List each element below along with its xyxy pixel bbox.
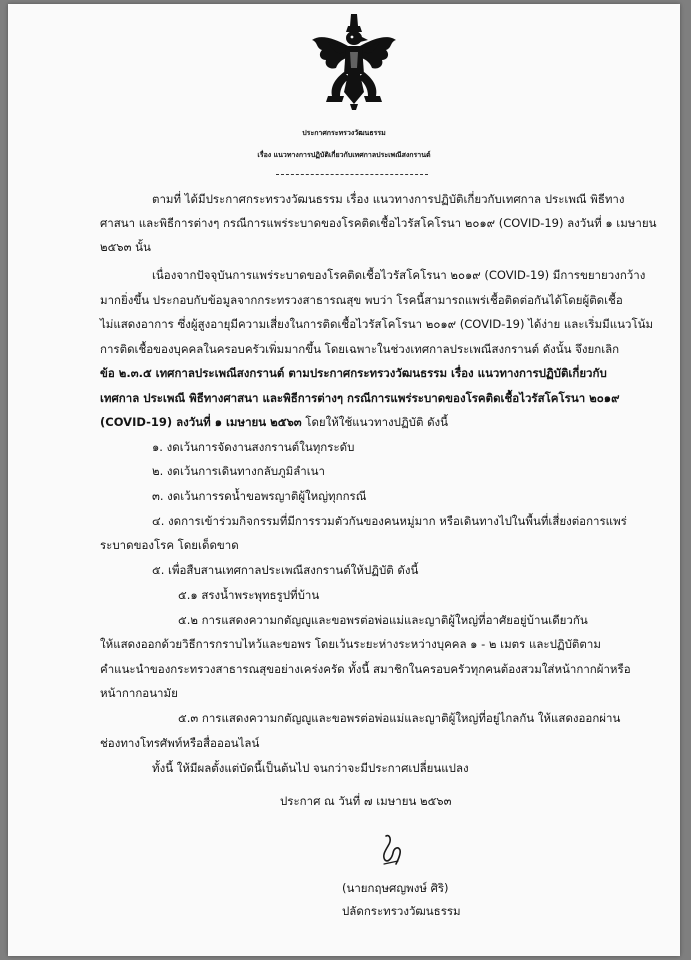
paragraph-line: เนื่องจากปัจจุบันการแพร่ระบาดของโรคติดเชื้อไวรัสโคโรนา ๒๐๑๙ (COVID-19) มีการขยายวงกว้าง: [152, 268, 646, 282]
signature: [376, 830, 406, 870]
list-item: ๕.๓ การแสดงความกตัญญูและขอพรต่อพ่อแม่และญาติผู้ใหญ่ที่อยู่ไกลกัน ให้แสดงออกผ่าน: [178, 711, 621, 725]
announcement-subject: เรื่อง แนวทางการปฏิบัติเกี่ยวกับเทศกาลประเพณีสงกรานต์: [257, 151, 431, 159]
paragraph-line-bold: ข้อ ๒.๓.๕ เทศกาลประเพณีสงกรานต์ ตามประกาศกระทรวงวัฒนธรรม เรื่อง แนวทางการปฏิบัติเกี่ยวกับ: [100, 366, 607, 380]
paragraph-line-bold: เทศกาล ประเพณี พิธีทางศาสนา และพิธีการต่างๆ กรณีการแพร่ระบาดของโรคติดเชื้อไวรัสโคโรนา ๒๐๑๙: [100, 391, 620, 405]
list-item: ช่องทางโทรศัพท์หรือสื่อออนไลน์: [100, 736, 260, 750]
list-item: ๕. เพื่อสืบสานเทศกาลประเพณีสงกรานต์ให้ปฏิบัติ ดังนี้: [152, 563, 419, 577]
paragraph-text-bold: (COVID-19) ลงวันที่ ๑ เมษายน ๒๕๖๓: [100, 415, 302, 429]
list-item: ๓. งดเว้นการรดน้ำขอพรญาติผู้ใหญ่ทุกกรณี: [152, 489, 367, 503]
list-item: คำแนะนำของกระทรวงสาธารณสุขอย่างเคร่งครัด ทั้งนี้ สมาชิกในครอบครัวทุกคนต้องสวมใส่หน้ากากผ้าหรือ: [100, 662, 631, 676]
document-page: [8, 4, 680, 956]
paragraph-line: [100, 414, 448, 430]
list-item: หน้ากากอนามัย: [100, 686, 178, 700]
signer-position: ปลัดกระทรวงวัฒนธรรม: [342, 904, 461, 918]
list-item: ๕.๒ การแสดงความกตัญญูและขอพรต่อพ่อแม่และญาติผู้ใหญ่ที่อาศัยอยู่บ้านเดียวกัน: [178, 613, 588, 627]
paragraph-line: [100, 341, 619, 357]
paragraph-line: ตามที่ ได้มีประกาศกระทรวงวัฒนธรรม เรื่อง แนวทางการปฏิบัติเกี่ยวกับเทศกาล ประเพณี พิธีทาง: [152, 192, 625, 206]
title-divider: [276, 174, 428, 175]
list-item: ให้แสดงออกด้วยวิธีการกราบไหว้และขอพร โดยเว้นระยะห่างระหว่างบุคคล ๑ - ๒ เมตร และปฏิบัติตาม: [100, 637, 601, 651]
paragraph-line: มากยิ่งขึ้น ประกอบกับข้อมูลจากกระทรวงสาธารณสุข พบว่า โรคนี้สามารถแพร่เชื้อติดต่อกันได้โดยผู้ติดเชื้อ: [100, 293, 623, 307]
list-item: ระบาดของโรค โดยเด็ดขาด: [100, 538, 239, 552]
paragraph-line: ๒๕๖๓ นั้น: [100, 240, 151, 254]
paragraph-line: ศาสนา และพิธีการต่างๆ กรณีการแพร่ระบาดของโรคติดเชื้อไวรัสโคโรนา ๒๐๑๙ (COVID-19) ลงวันที่ ๑ เมษายน: [100, 216, 657, 230]
garuda-emblem: [308, 12, 400, 112]
list-item: ๔. งดการเข้าร่วมกิจกรรมที่มีการรวมตัวกันของคนหมู่มาก หรือเดินทางไปในพื้นที่เสี่ยงต่อการแพร่: [152, 514, 627, 528]
list-item: ๒. งดเว้นการเดินทางกลับภูมิลำเนา: [152, 464, 325, 478]
signer-name: (นายกฤษศญพงษ์ ศิริ): [342, 881, 449, 895]
closing-statement: ทั้งนี้ ให้มีผลตั้งแต่บัดนี้เป็นต้นไป จนกว่าจะมีประกาศเปลี่ยนแปลง: [152, 761, 469, 775]
paragraph-line: ไม่แสดงอาการ ซึ่งผู้สูงอายุมีความเสี่ยงในการติดเชื้อไวรัสโคโรนา ๒๐๑๙ (COVID-19) ได้ง่าย และเริ่มมีแนวโน้ม: [100, 317, 654, 331]
announcement-date: ประกาศ ณ วันที่ ๗ เมษายน ๒๕๖๓: [280, 794, 452, 808]
announcement-title: ประกาศกระทรวงวัฒนธรรม: [302, 129, 386, 137]
paragraph-text: การติดเชื้อของบุคคลในครอบครัวเพิ่มมากขึ้น โดยเฉพาะในช่วงเทศกาลประเพณีสงกรานต์ ดังนั้น จึงยกเลิก: [100, 342, 620, 356]
paragraph-text: โดยให้ใช้แนวทางปฏิบัติ ดังนี้: [301, 415, 449, 429]
list-item: ๕.๑ สรงน้ำพระพุทธรูปที่บ้าน: [178, 588, 320, 602]
list-item: ๑. งดเว้นการจัดงานสงกรานต์ในทุกระดับ: [152, 440, 355, 454]
